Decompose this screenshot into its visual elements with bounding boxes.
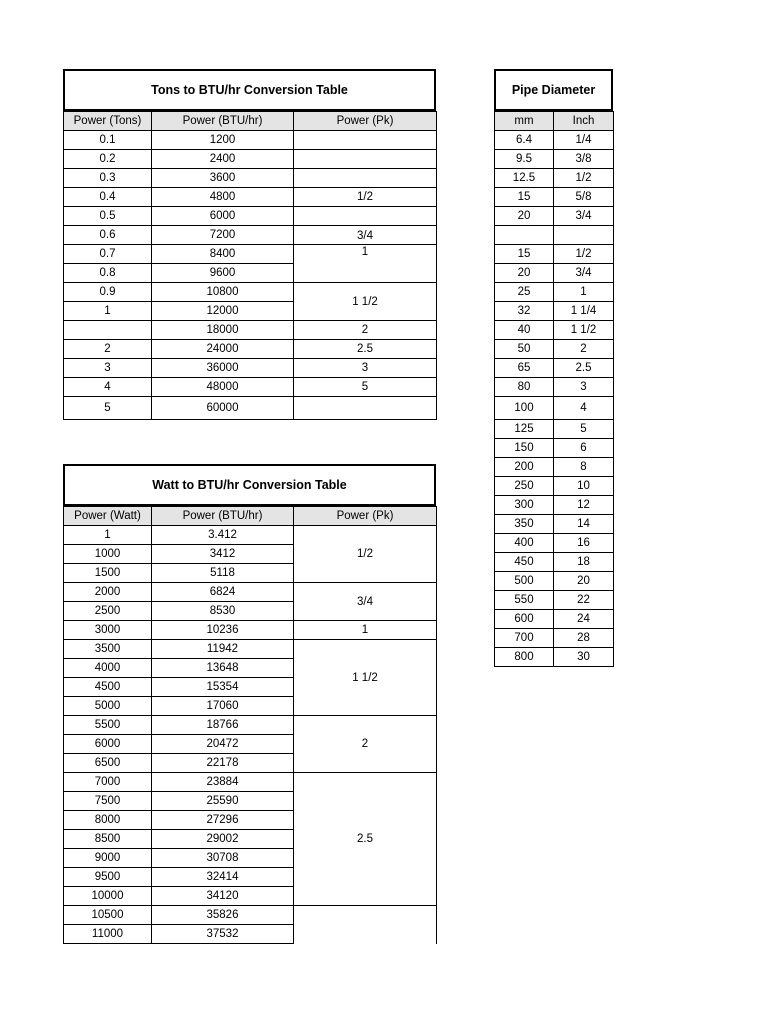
inch-cell: 28 [554, 629, 614, 648]
watt-cell: 3500 [64, 640, 152, 659]
inch-cell: 1 1/2 [554, 321, 614, 340]
table-row [495, 340, 614, 359]
btu-cell: 1200 [152, 131, 294, 150]
mm-cell: 125 [495, 420, 554, 439]
inch-cell: 2.5 [554, 359, 614, 378]
inch-cell: 3/4 [554, 207, 614, 226]
watt-cell: 1 [64, 526, 152, 545]
table-row [495, 321, 614, 340]
table-row [495, 188, 614, 207]
pk-cell: 1 1/2 [294, 283, 437, 321]
table-row [64, 321, 437, 340]
pipe-diameter-table [494, 111, 614, 667]
inch-cell: 1 [554, 283, 614, 302]
tons-cell: 0.4 [64, 188, 152, 207]
tons-cell: 0.1 [64, 131, 152, 150]
btu-cell: 5118 [152, 564, 294, 583]
watt-table-title: Watt to BTU/hr Conversion Table [63, 464, 436, 506]
mm-cell: 300 [495, 496, 554, 515]
btu-cell: 10236 [152, 621, 294, 640]
mm-cell: 400 [495, 534, 554, 553]
table-row [64, 640, 437, 659]
table-row [495, 131, 614, 150]
btu-cell: 2400 [152, 150, 294, 169]
btu-cell: 3.412 [152, 526, 294, 545]
tons-cell: 0.2 [64, 150, 152, 169]
btu-cell: 22178 [152, 754, 294, 773]
column-header: mm [495, 112, 554, 131]
watt-cell: 6500 [64, 754, 152, 773]
btu-cell: 29002 [152, 830, 294, 849]
mm-cell: 80 [495, 378, 554, 397]
column-header: Power (Pk) [294, 112, 437, 131]
table-row [495, 397, 614, 420]
table-row [64, 169, 437, 188]
pk-cell: 1/2 [294, 188, 437, 207]
inch-cell: 1/4 [554, 131, 614, 150]
mm-cell: 700 [495, 629, 554, 648]
mm-cell: 600 [495, 610, 554, 629]
watt-cell: 10500 [64, 906, 152, 925]
btu-cell: 8530 [152, 602, 294, 621]
table-row [495, 458, 614, 477]
inch-cell: 20 [554, 572, 614, 591]
mm-cell: 50 [495, 340, 554, 359]
pk-cell [294, 207, 437, 226]
tons-conversion-table [63, 111, 437, 420]
table-row [64, 226, 437, 245]
watt-conversion-table [63, 506, 437, 944]
inch-cell: 18 [554, 553, 614, 572]
table-row [495, 439, 614, 458]
table-header-row [495, 112, 614, 131]
watt-cell: 7000 [64, 773, 152, 792]
tons-cell: 0.5 [64, 207, 152, 226]
inch-cell: 12 [554, 496, 614, 515]
inch-cell: 5/8 [554, 188, 614, 207]
mm-cell: 12.5 [495, 169, 554, 188]
inch-cell: 3 [554, 378, 614, 397]
table-row [64, 397, 437, 420]
pk-cell: 3 [294, 359, 437, 378]
column-header: Power (Watt) [64, 507, 152, 526]
btu-cell: 37532 [152, 925, 294, 944]
table-row [64, 207, 437, 226]
table-row [64, 773, 437, 792]
btu-cell: 48000 [152, 378, 294, 397]
pk-cell: 2 [294, 716, 437, 773]
btu-cell: 60000 [152, 397, 294, 420]
btu-cell: 11942 [152, 640, 294, 659]
inch-cell: 1 1/4 [554, 302, 614, 321]
pipe-table-title: Pipe Diameter [494, 69, 613, 111]
watt-cell: 10000 [64, 887, 152, 906]
table-row [495, 169, 614, 188]
mm-cell: 40 [495, 321, 554, 340]
mm-cell: 25 [495, 283, 554, 302]
pk-cell: 5 [294, 378, 437, 397]
table-row [495, 534, 614, 553]
inch-cell: 22 [554, 591, 614, 610]
mm-cell: 350 [495, 515, 554, 534]
pk-cell: 2 [294, 321, 437, 340]
btu-cell: 6824 [152, 583, 294, 602]
inch-cell: 30 [554, 648, 614, 667]
pk-cell: 1 1/2 [294, 640, 437, 716]
btu-cell: 30708 [152, 849, 294, 868]
table-row [64, 583, 437, 602]
table-row [64, 378, 437, 397]
table-row [64, 340, 437, 359]
tons-table-title: Tons to BTU/hr Conversion Table [63, 69, 436, 111]
table-row [495, 572, 614, 591]
btu-cell: 34120 [152, 887, 294, 906]
watt-cell: 11000 [64, 925, 152, 944]
mm-cell: 32 [495, 302, 554, 321]
inch-cell: 3/4 [554, 264, 614, 283]
column-header: Power (BTU/hr) [152, 112, 294, 131]
table-row [64, 906, 437, 925]
tons-cell: 3 [64, 359, 152, 378]
btu-cell: 8400 [152, 245, 294, 264]
watt-cell: 1000 [64, 545, 152, 564]
btu-cell: 35826 [152, 906, 294, 925]
mm-cell: 550 [495, 591, 554, 610]
inch-cell: 10 [554, 477, 614, 496]
column-header: Power (Tons) [64, 112, 152, 131]
table-row [64, 359, 437, 378]
table-row [495, 226, 614, 245]
inch-cell: 6 [554, 439, 614, 458]
mm-cell: 250 [495, 477, 554, 496]
table-row [495, 245, 614, 264]
table-row [495, 283, 614, 302]
btu-cell: 24000 [152, 340, 294, 359]
table-header-row [64, 112, 437, 131]
tons-cell: 4 [64, 378, 152, 397]
tons-cell: 1 [64, 302, 152, 321]
watt-cell: 8500 [64, 830, 152, 849]
table-row [495, 302, 614, 321]
tons-cell: 0.8 [64, 264, 152, 283]
watt-cell: 7500 [64, 792, 152, 811]
btu-cell: 25590 [152, 792, 294, 811]
table-row [64, 716, 437, 735]
mm-cell: 150 [495, 439, 554, 458]
inch-cell: 5 [554, 420, 614, 439]
btu-cell: 12000 [152, 302, 294, 321]
watt-cell: 2000 [64, 583, 152, 602]
btu-cell: 13648 [152, 659, 294, 678]
column-header: Inch [554, 112, 614, 131]
pk-cell [294, 397, 437, 420]
watt-cell: 9000 [64, 849, 152, 868]
inch-cell: 1/2 [554, 169, 614, 188]
inch-cell: 8 [554, 458, 614, 477]
btu-cell: 3412 [152, 545, 294, 564]
pk-cell [294, 131, 437, 150]
table-row [495, 496, 614, 515]
watt-cell: 2500 [64, 602, 152, 621]
inch-cell: 16 [554, 534, 614, 553]
tons-cell: 0.7 [64, 245, 152, 264]
btu-cell: 23884 [152, 773, 294, 792]
column-header: Power (BTU/hr) [152, 507, 294, 526]
btu-cell: 6000 [152, 207, 294, 226]
pk-cell [294, 906, 437, 944]
btu-cell: 9600 [152, 264, 294, 283]
mm-cell: 20 [495, 264, 554, 283]
table-row [64, 150, 437, 169]
table-row [495, 553, 614, 572]
watt-cell: 9500 [64, 868, 152, 887]
table-row [495, 477, 614, 496]
table-row [64, 621, 437, 640]
table-row [64, 283, 437, 302]
pk-cell: 3/4 [294, 583, 437, 621]
inch-cell [554, 226, 614, 245]
pk-cell [294, 169, 437, 188]
table-row [64, 131, 437, 150]
mm-cell: 9.5 [495, 150, 554, 169]
table-row [64, 526, 437, 545]
pk-cell [294, 150, 437, 169]
btu-cell: 4800 [152, 188, 294, 207]
btu-cell: 27296 [152, 811, 294, 830]
table-row [495, 610, 614, 629]
tons-cell [64, 321, 152, 340]
table-row [495, 150, 614, 169]
table-row [495, 515, 614, 534]
btu-cell: 7200 [152, 226, 294, 245]
column-header: Power (Pk) [294, 507, 437, 526]
table-row [495, 648, 614, 667]
table-row [495, 264, 614, 283]
mm-cell: 6.4 [495, 131, 554, 150]
table-row [495, 359, 614, 378]
mm-cell: 20 [495, 207, 554, 226]
btu-cell: 3600 [152, 169, 294, 188]
watt-cell: 4000 [64, 659, 152, 678]
tons-cell: 5 [64, 397, 152, 420]
btu-cell: 32414 [152, 868, 294, 887]
mm-cell: 15 [495, 245, 554, 264]
mm-cell [495, 226, 554, 245]
watt-cell: 1500 [64, 564, 152, 583]
btu-cell: 18766 [152, 716, 294, 735]
btu-cell: 20472 [152, 735, 294, 754]
btu-cell: 36000 [152, 359, 294, 378]
mm-cell: 65 [495, 359, 554, 378]
pk-cell: 2.5 [294, 773, 437, 906]
table-header-row [64, 507, 437, 526]
pk-cell: 1 [294, 621, 437, 640]
inch-cell: 1/2 [554, 245, 614, 264]
mm-cell: 500 [495, 572, 554, 591]
inch-cell: 3/8 [554, 150, 614, 169]
table-row [495, 420, 614, 439]
table-row [495, 378, 614, 397]
btu-cell: 18000 [152, 321, 294, 340]
watt-cell: 3000 [64, 621, 152, 640]
mm-cell: 800 [495, 648, 554, 667]
mm-cell: 100 [495, 397, 554, 420]
watt-cell: 6000 [64, 735, 152, 754]
pk-cell: 1 [294, 245, 437, 283]
btu-cell: 10800 [152, 283, 294, 302]
table-row [64, 245, 437, 264]
mm-cell: 450 [495, 553, 554, 572]
btu-cell: 17060 [152, 697, 294, 716]
table-row [495, 591, 614, 610]
pk-cell: 2.5 [294, 340, 437, 359]
watt-cell: 5500 [64, 716, 152, 735]
mm-cell: 15 [495, 188, 554, 207]
inch-cell: 2 [554, 340, 614, 359]
table-row [495, 207, 614, 226]
watt-cell: 5000 [64, 697, 152, 716]
tons-cell: 2 [64, 340, 152, 359]
tons-cell: 0.6 [64, 226, 152, 245]
inch-cell: 14 [554, 515, 614, 534]
pk-cell: 1/2 [294, 526, 437, 583]
mm-cell: 200 [495, 458, 554, 477]
watt-cell: 8000 [64, 811, 152, 830]
table-row [495, 629, 614, 648]
pk-cell: 3/4 [294, 226, 437, 245]
btu-cell: 15354 [152, 678, 294, 697]
watt-cell: 4500 [64, 678, 152, 697]
tons-cell: 0.3 [64, 169, 152, 188]
inch-cell: 4 [554, 397, 614, 420]
table-row [64, 188, 437, 207]
inch-cell: 24 [554, 610, 614, 629]
tons-cell: 0.9 [64, 283, 152, 302]
